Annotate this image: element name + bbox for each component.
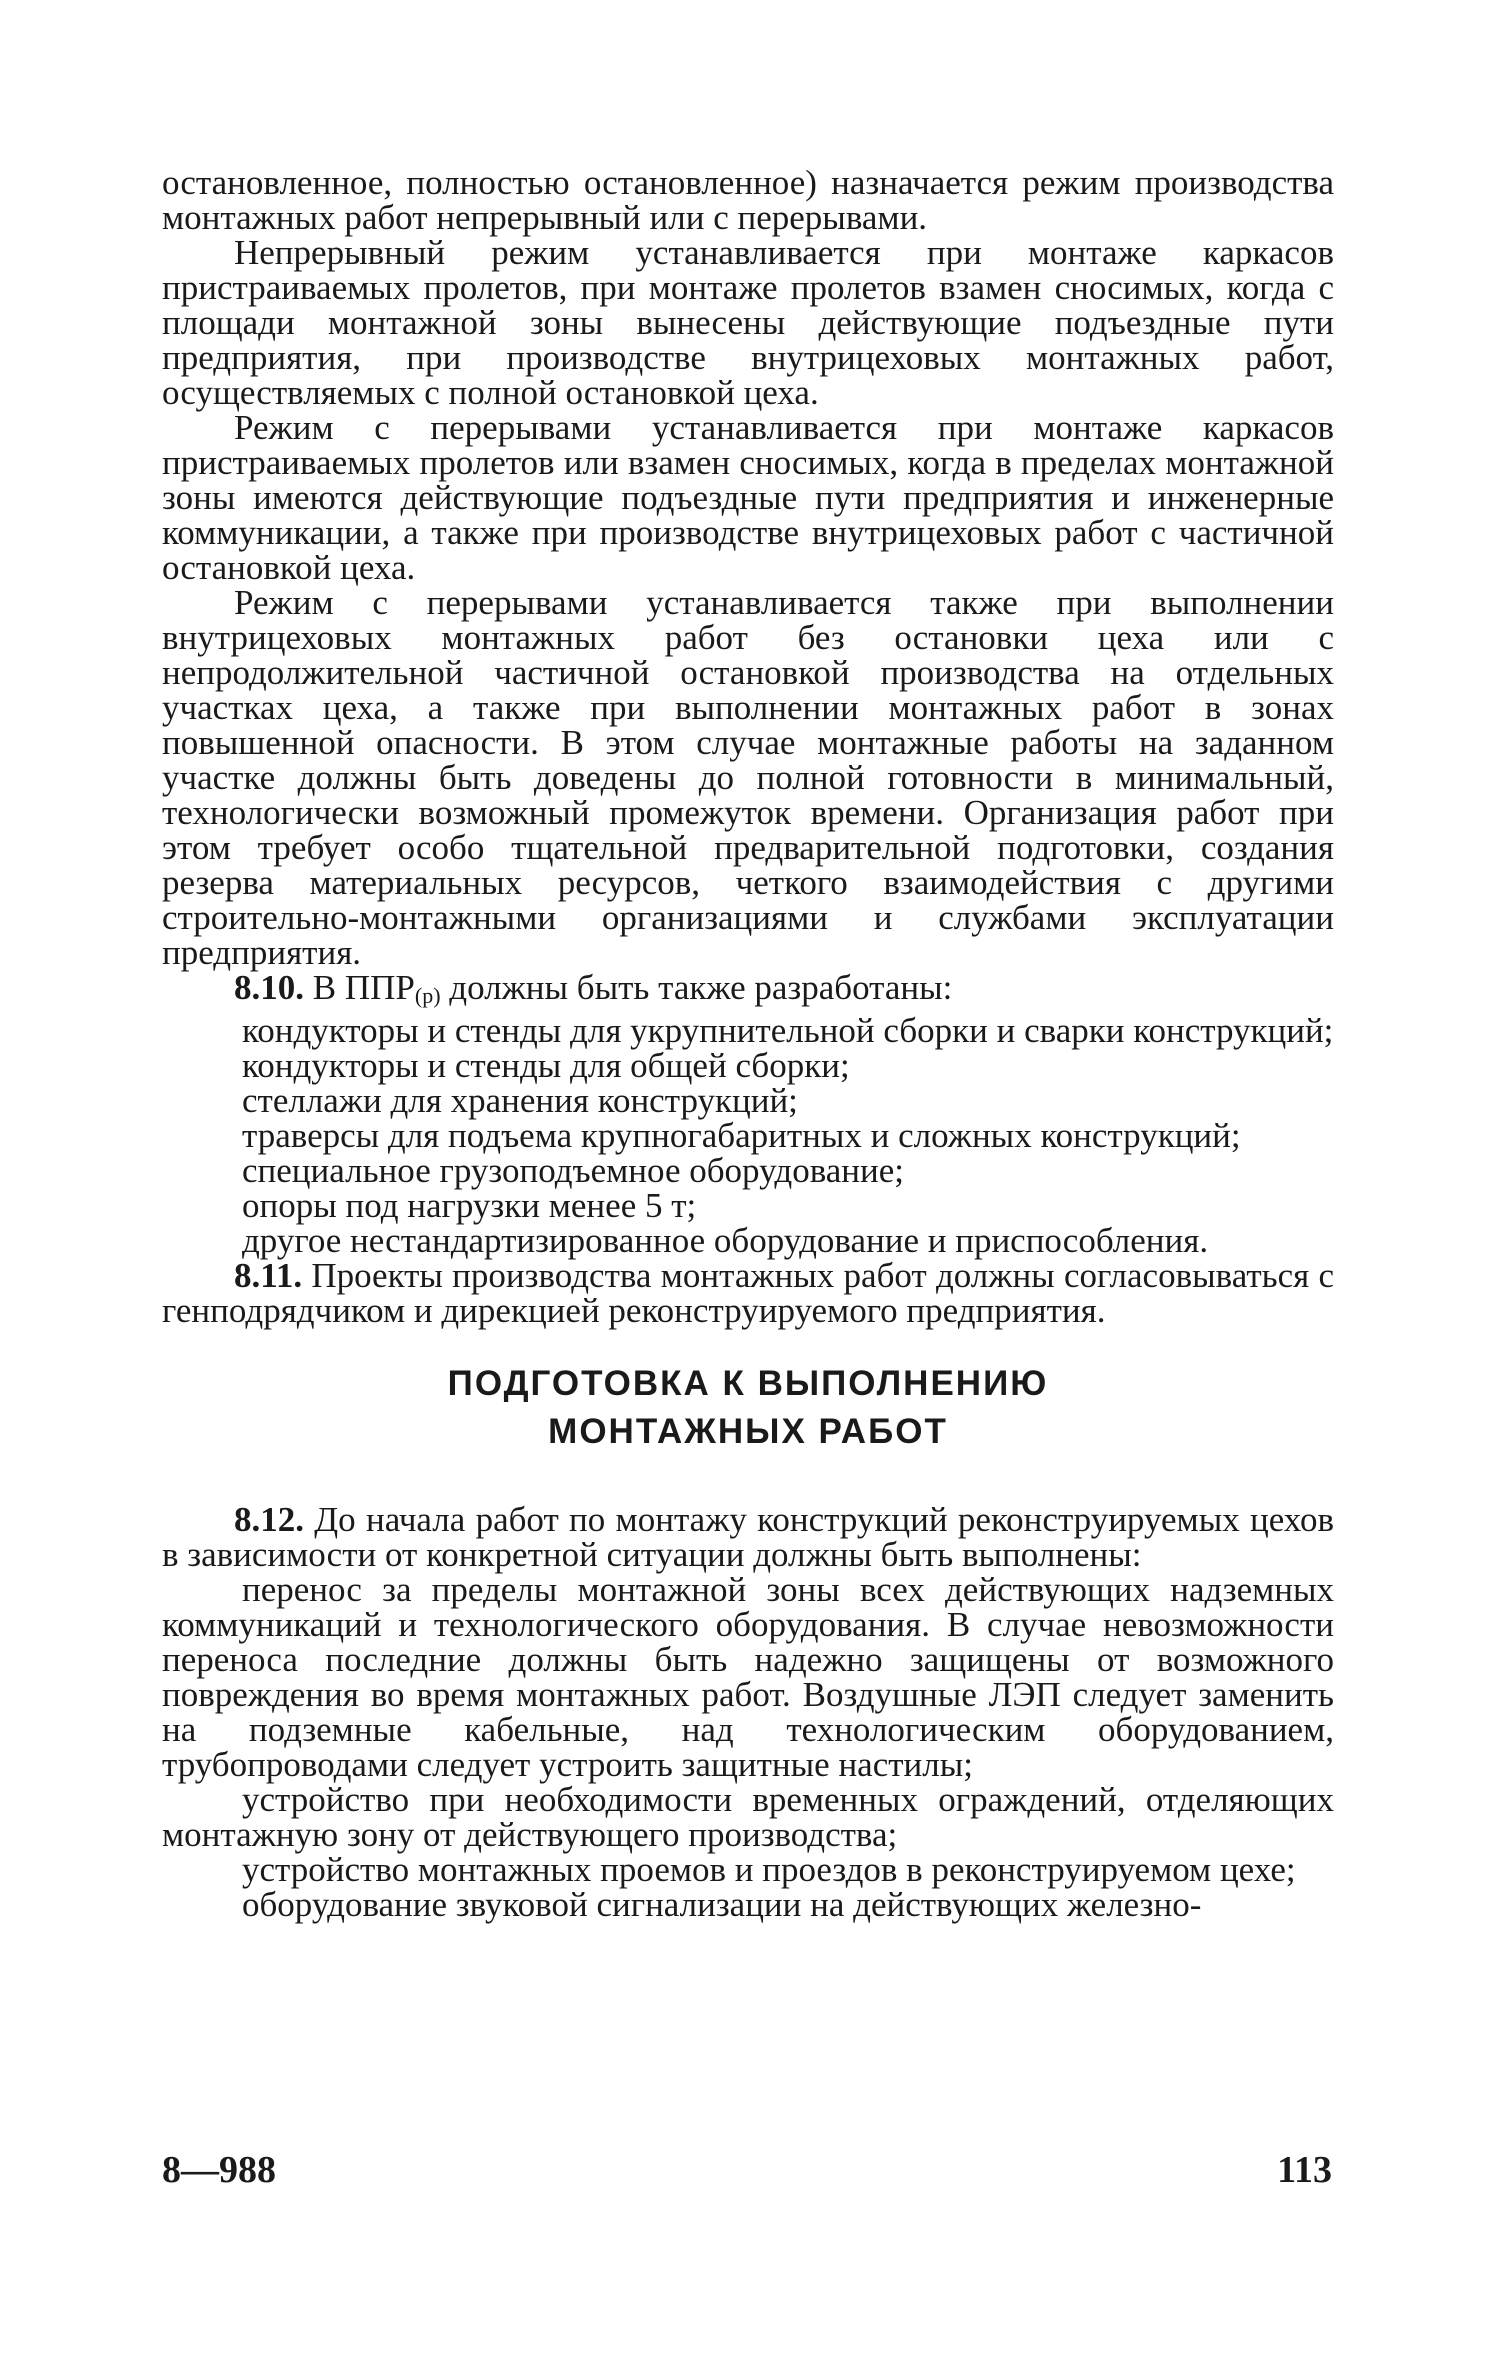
- paragraph-interrupted-mode: Режим с перерывами устанавливается при монтаже каркасов пристраиваемых пролетов или взамен сносимых, когда в пределах монтажной зоны имеются действующие подъездные пути предприятия и инженерные коммуникации, а также при производстве внутрицеховых работ с частичной остановкой цеха.: [162, 408, 1334, 587]
- section-subscript: (р): [414, 983, 441, 1008]
- list-item: траверсы для подъема крупногабаритных и сложных конструкций;: [242, 1116, 1241, 1155]
- section-number: 8.11.: [234, 1256, 303, 1295]
- list-item: устройство при необходимости временных ограждений, отделяющих монтажную зону от действующего производства;: [162, 1780, 1334, 1854]
- paragraph-interrupted-mode-also: Режим с перерывами устанавливается также при выполнении внутрицеховых монтажных работ без остановки цеха или с непродолжительной частичной остановкой производства на отдельных участках цеха, а также при выполнении монтажных работ в зонах повышенной опасности. В этом случае монтажные работы на заданном участке должны быть доведены до полной готовности в минимальный, технологически возможный промежуток времени. Организация работ при этом требует особо тщательной предварительной подготовки, создания резерва материальных ресурсов, четкого взаимодействия с другими строительно-монтажными организациями и службами эксплуатации предприятия.: [162, 583, 1334, 972]
- section-8-12: [162, 1502, 1334, 1572]
- section-heading: [162, 1360, 1334, 1456]
- section-text-pre: В ППР: [312, 968, 415, 1007]
- section-text: До начала работ по монтажу конструкций реконструируемых цехов в зависимости от конкретной ситуации должны быть выполнены:: [162, 1500, 1334, 1574]
- list-item: устройство монтажных проемов и проездов в реконструируемом цехе;: [242, 1850, 1296, 1889]
- list-item: перенос за пределы монтажной зоны всех действующих надземных коммуникаций и технологического оборудования. В случае невозможности переноса последние должны быть надежно защищены от возможного повреждения во время монтажных работ. Воздушные ЛЭП следует заменить на подземные кабельные, над технологическим оборудованием, трубопроводами следует устроить защитные настилы;: [162, 1570, 1334, 1784]
- list-item: кондукторы и стенды для общей сборки;: [242, 1046, 850, 1085]
- page-number: 113: [1277, 2149, 1332, 2191]
- section-8-11: [162, 1258, 1334, 1328]
- section-text-post: должны быть также разработаны:: [449, 968, 953, 1007]
- list-item: кондукторы и стенды для укрупнительной сборки и сварки конструкций;: [242, 1011, 1334, 1050]
- paragraph-continuation: остановленное, полностью остановленное) назначается режим производства монтажных работ непрерывный или с перерывами.: [162, 163, 1334, 237]
- list-item: стеллажи для хранения конструкций;: [242, 1081, 798, 1120]
- heading-line-1: ПОДГОТОВКА К ВЫПОЛНЕНИЮ: [447, 1364, 1049, 1403]
- paragraph-continuous-mode: Непрерывный режим устанавливается при монтаже каркасов пристраиваемых пролетов, при монтаже пролетов взамен сносимых, когда с площади монтажной зоны вынесены действующие подъездные пути предприятия, при производстве внутрицеховых монтажных работ, осуществляемых с полной остановкой цеха.: [162, 233, 1334, 412]
- section-text: Проекты производства монтажных работ должны согласовываться с генподрядчиком и дирекцией реконструируемого предприятия.: [162, 1256, 1334, 1330]
- heading-line-2: МОНТАЖНЫХ РАБОТ: [548, 1412, 948, 1451]
- signature-mark: 8—988: [162, 2149, 276, 2191]
- section-number: 8.12.: [234, 1500, 304, 1539]
- list-item: опоры под нагрузки менее 5 т;: [242, 1186, 697, 1225]
- list-item: оборудование звуковой сигнализации на действующих железно-: [242, 1885, 1202, 1924]
- section-8-10: [162, 970, 1334, 1013]
- list-item: другое нестандартизированное оборудование и приспособления.: [242, 1221, 1209, 1260]
- list-item: специальное грузоподъемное оборудование;: [242, 1151, 905, 1190]
- section-number: 8.10.: [234, 968, 304, 1007]
- text-column: [162, 165, 1334, 1922]
